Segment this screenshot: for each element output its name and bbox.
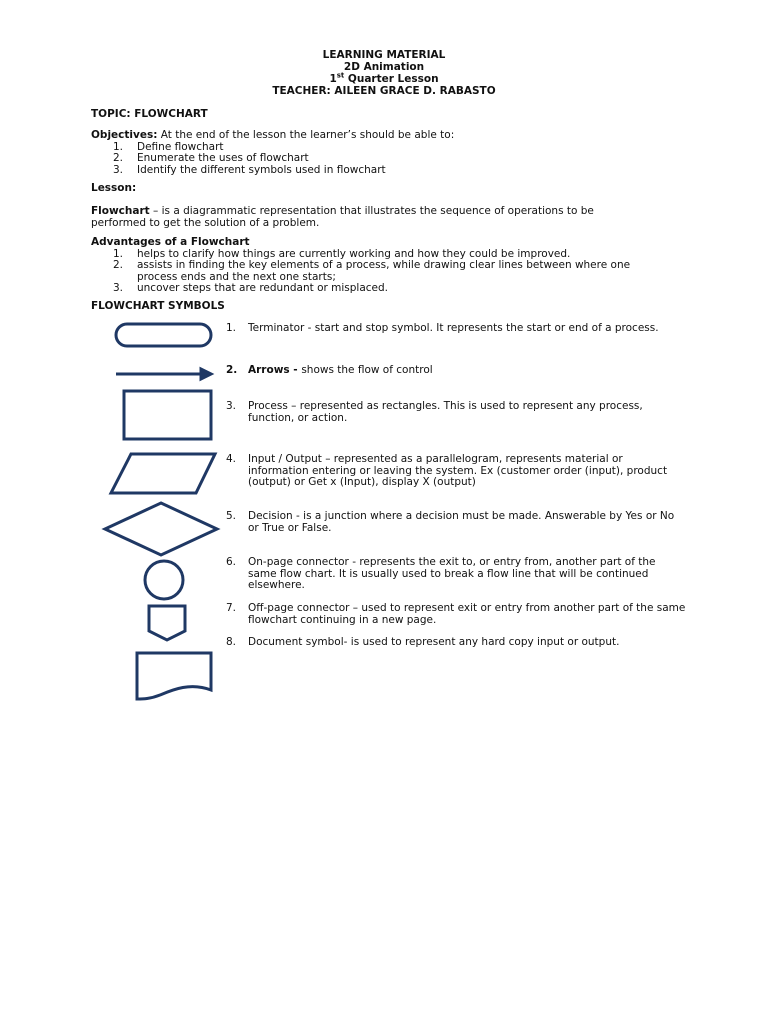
document-icon xyxy=(137,653,211,699)
header-line-4: TEACHER: AILEEN GRACE D. RABASTO xyxy=(272,85,496,97)
header-line-2: 2D Animation xyxy=(343,61,425,73)
off-page-connector-icon xyxy=(149,606,185,640)
topic-heading: TOPIC: FLOWCHART xyxy=(91,108,208,120)
list-item: 2. Enumerate the uses of flowchart xyxy=(113,152,309,164)
list-item: 1. helps to clarify how things are currently working and how they could be improved. xyxy=(113,247,571,260)
symbol-description-on-page-connector: 6. On-page connector - represents the exit to, or entry from, another part of the same flow chart. It is usually used to break a flow line that will be continued elsewhere. xyxy=(226,556,656,591)
on-page-connector-icon xyxy=(145,561,183,599)
header-line-3: 1st Quarter Lesson xyxy=(329,71,439,85)
flowchart-definition: Flowchart – is a diagrammatic representation that illustrates the sequence of operations to be performed to get the solution of a problem. xyxy=(91,205,594,229)
symbol-description-document: 8. Document symbol- is used to represent any hard copy input or output. xyxy=(226,636,620,648)
advantages-heading: Advantages of a Flowchart xyxy=(91,236,250,248)
process-icon xyxy=(124,391,211,439)
arrow-icon xyxy=(116,369,211,379)
symbol-description-off-page-connector: 7. Off-page connector – used to represent exit or entry from another part of the same flowchart continuing in a new page. xyxy=(226,602,686,626)
list-item: 3. uncover steps that are redundant or misplaced. xyxy=(113,282,389,294)
list-item: 2. assists in finding the key elements of a process, while drawing clear lines between where one process ends and the next one starts; xyxy=(113,259,631,283)
input-output-icon xyxy=(111,454,215,493)
symbols-heading: FLOWCHART SYMBOLS xyxy=(91,300,225,312)
header-line-1: LEARNING MATERIAL xyxy=(322,49,446,61)
list-item: 3. Identify the different symbols used in flowchart xyxy=(113,163,386,176)
list-item: 1. Define flowchart xyxy=(113,140,224,153)
symbol-description-arrows: 2. Arrows - shows the flow of control xyxy=(226,364,433,376)
decision-icon xyxy=(105,503,217,555)
symbol-description-input-output: 4. Input / Output – represented as a parallelogram, represents material or information entering or leaving the system. Ex (customer order (input), product (output) or Get x (Input), display X (output) xyxy=(226,453,668,488)
symbol-description-decision: 5. Decision - is a junction where a decision must be made. Answerable by Yes or No or True or False. xyxy=(226,510,675,534)
symbol-description-process: 3. Process – represented as rectangles. This is used to represent any process, function, or action. xyxy=(226,400,643,424)
objectives-intro: Objectives: At the end of the lesson the learner’s should be able to: xyxy=(91,129,455,141)
lesson-heading: Lesson: xyxy=(91,182,137,194)
symbol-description-terminator: 1. Terminator - start and stop symbol. It represents the start or end of a process. xyxy=(226,322,659,334)
terminator-icon xyxy=(116,324,211,346)
